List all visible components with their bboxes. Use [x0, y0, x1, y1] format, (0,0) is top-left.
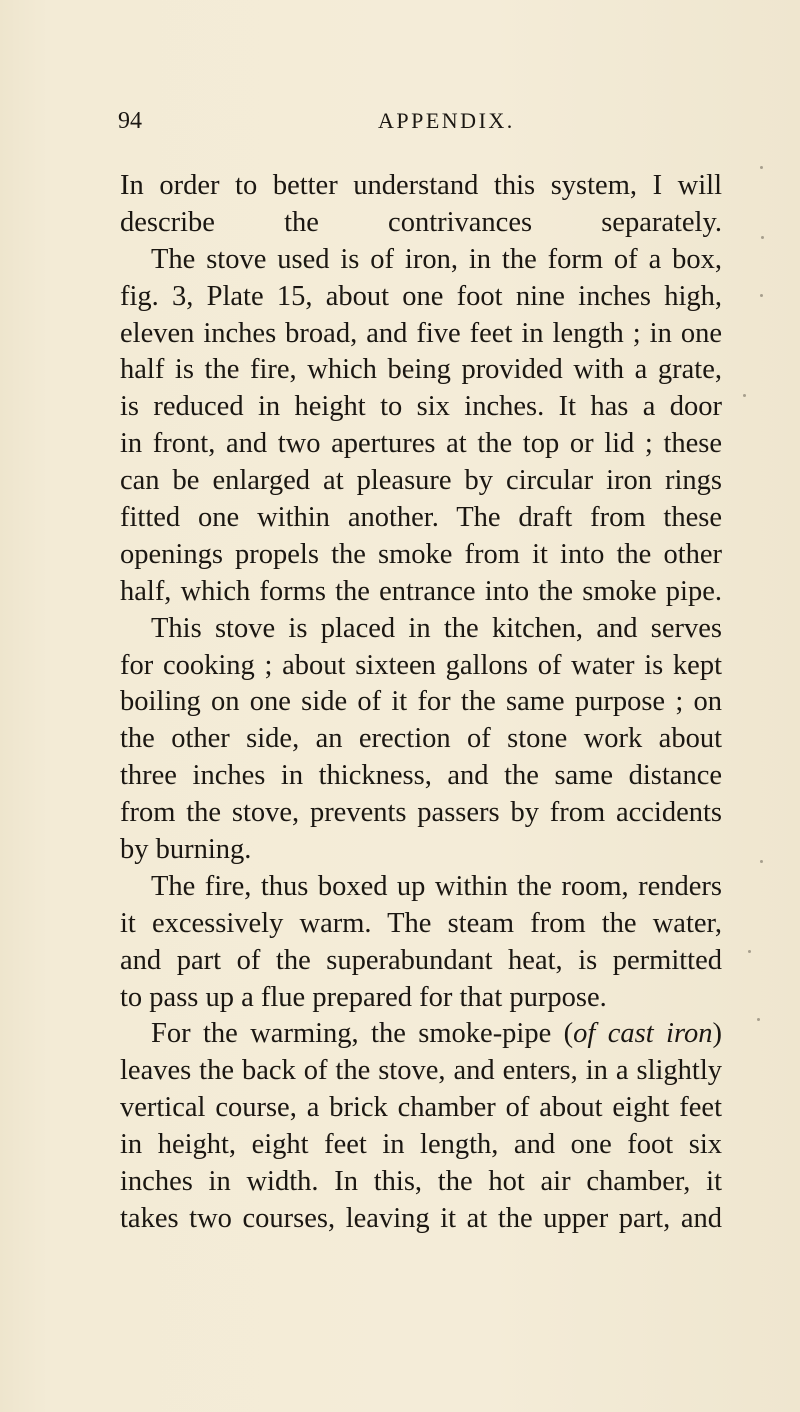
paper-speck — [760, 294, 763, 297]
text-line-24 — [120, 1016, 722, 1053]
text-line-2: describe the contrivances separately. — [120, 206, 722, 238]
text-line-9: can be enlarged at pleasure by circular iron rings — [120, 465, 722, 497]
paper-speck — [743, 394, 746, 397]
text-line-19: by burning. — [120, 834, 252, 866]
text-line-15: boiling on one side of it for the same purpose ; on — [120, 686, 722, 718]
body-text — [120, 168, 722, 1238]
text-line-23: to pass up a flue prepared for that purpose. — [120, 981, 607, 1013]
text-line-13: This stove is placed in the kitchen, and serves — [151, 612, 722, 644]
text-line-5: eleven inches broad, and five feet in length ; in one — [120, 317, 722, 349]
text-line-16: the other side, an erection of stone work about — [120, 723, 722, 755]
page-header — [118, 108, 718, 144]
text-line-10: fitted one within another. The draft from these — [120, 502, 722, 534]
text-line-8: in front, and two apertures at the top or lid ; these — [120, 428, 722, 460]
text-line-6: half is the fire, which being provided with a grate, — [120, 354, 722, 386]
paper-speck — [760, 166, 763, 169]
text-line-26: vertical course, a brick chamber of about eight feet — [120, 1092, 722, 1124]
paper-speck — [760, 860, 763, 863]
text-line-25: leaves the back of the stove, and enters, in a slightly — [120, 1055, 722, 1087]
paper-speck — [748, 950, 751, 953]
text-line-12: half, which forms the entrance into the smoke pipe. — [120, 575, 722, 607]
paper-speck — [757, 1018, 760, 1021]
text-line-28: inches in width. In this, the hot air chamber, it — [120, 1166, 722, 1198]
text-line-11: openings propels the smoke from it into the other — [120, 538, 722, 570]
running-head: APPENDIX. — [378, 108, 515, 133]
text-line-7: is reduced in height to six inches. It has a door — [120, 391, 722, 423]
text-line-24-end: ) — [712, 1018, 722, 1050]
text-line-27: in height, eight feet in length, and one foot six — [120, 1129, 722, 1161]
text-line-20: The fire, thus boxed up within the room, renders — [151, 870, 722, 902]
text-line-29: takes two courses, leaving it at the upper part, and — [120, 1202, 722, 1234]
page-number: 94 — [118, 108, 142, 134]
text-line-24-italic: of cast iron — [573, 1018, 713, 1050]
text-line-4: fig. 3, Plate 15, about one foot nine inches high, — [120, 280, 722, 312]
text-line-17: three inches in thickness, and the same distance — [120, 760, 722, 792]
text-line-18: from the stove, prevents passers by from accidents — [120, 797, 722, 829]
text-line-21: it excessively warm. The steam from the water, — [120, 907, 722, 939]
text-line-24-start: For the warming, the smoke-pipe ( — [151, 1018, 574, 1050]
paper-speck — [761, 236, 764, 239]
text-line-1: In order to better understand this system, I will — [120, 170, 722, 201]
text-line-3: The stove used is of iron, in the form of a box, — [151, 243, 722, 275]
text-line-14: for cooking ; about sixteen gallons of water is kept — [120, 649, 722, 681]
text-line-22: and part of the superabundant heat, is permitted — [120, 944, 722, 976]
